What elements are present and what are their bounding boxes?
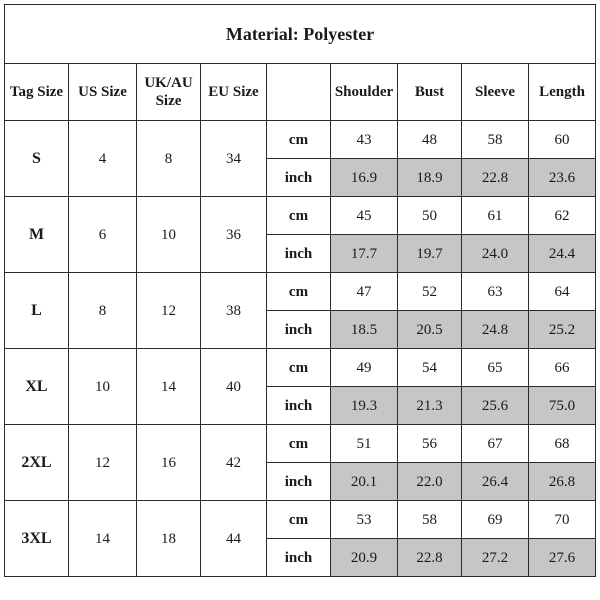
us-size-cell: 12: [69, 425, 137, 501]
shoulder-inch-cell: 18.5: [331, 311, 398, 349]
eu-size-cell: 36: [201, 197, 267, 273]
header-bust: Bust: [398, 64, 462, 121]
us-size-cell: 6: [69, 197, 137, 273]
tag-size-cell: 3XL: [5, 501, 69, 577]
bust-inch-cell: 21.3: [398, 387, 462, 425]
us-size-cell: 4: [69, 121, 137, 197]
shoulder-cm-cell: 43: [331, 121, 398, 159]
header-uk-au-line2: Size: [155, 93, 182, 109]
uk-au-size-cell: 10: [137, 197, 201, 273]
eu-size-cell: 44: [201, 501, 267, 577]
sleeve-inch-cell: 22.8: [462, 159, 529, 197]
tag-size-cell: L: [5, 273, 69, 349]
uk-au-size-cell: 14: [137, 349, 201, 425]
unit-cm-label: cm: [267, 501, 331, 539]
length-inch-cell: 26.8: [529, 463, 596, 501]
sleeve-cm-cell: 67: [462, 425, 529, 463]
bust-cm-cell: 50: [398, 197, 462, 235]
shoulder-inch-cell: 20.9: [331, 539, 398, 577]
unit-inch-label: inch: [267, 311, 331, 349]
unit-cm-label: cm: [267, 425, 331, 463]
header-uk-au-line1: UK/AU: [144, 75, 193, 91]
sleeve-cm-cell: 65: [462, 349, 529, 387]
header-tag-size: Tag Size: [5, 64, 69, 121]
header-row: [5, 64, 596, 121]
eu-size-cell: 42: [201, 425, 267, 501]
length-inch-cell: 27.6: [529, 539, 596, 577]
unit-inch-label: inch: [267, 387, 331, 425]
length-cm-cell: 64: [529, 273, 596, 311]
table-row: [5, 121, 596, 159]
table-row: [5, 501, 596, 539]
unit-cm-label: cm: [267, 197, 331, 235]
unit-inch-label: inch: [267, 235, 331, 273]
length-cm-cell: 66: [529, 349, 596, 387]
uk-au-size-cell: 12: [137, 273, 201, 349]
eu-size-cell: 34: [201, 121, 267, 197]
length-cm-cell: 60: [529, 121, 596, 159]
bust-cm-cell: 56: [398, 425, 462, 463]
sleeve-cm-cell: 58: [462, 121, 529, 159]
bust-inch-cell: 18.9: [398, 159, 462, 197]
bust-cm-cell: 52: [398, 273, 462, 311]
unit-cm-label: cm: [267, 273, 331, 311]
shoulder-cm-cell: 49: [331, 349, 398, 387]
shoulder-cm-cell: 53: [331, 501, 398, 539]
shoulder-cm-cell: 45: [331, 197, 398, 235]
bust-inch-cell: 22.8: [398, 539, 462, 577]
tag-size-cell: M: [5, 197, 69, 273]
sleeve-cm-cell: 69: [462, 501, 529, 539]
tag-size-cell: 2XL: [5, 425, 69, 501]
us-size-cell: 14: [69, 501, 137, 577]
sleeve-inch-cell: 27.2: [462, 539, 529, 577]
bust-inch-cell: 20.5: [398, 311, 462, 349]
us-size-cell: 8: [69, 273, 137, 349]
shoulder-cm-cell: 51: [331, 425, 398, 463]
sleeve-cm-cell: 61: [462, 197, 529, 235]
unit-inch-label: inch: [267, 463, 331, 501]
header-eu-size: EU Size: [201, 64, 267, 121]
uk-au-size-cell: 8: [137, 121, 201, 197]
shoulder-inch-cell: 16.9: [331, 159, 398, 197]
length-inch-cell: 24.4: [529, 235, 596, 273]
bust-cm-cell: 48: [398, 121, 462, 159]
unit-cm-label: cm: [267, 121, 331, 159]
sleeve-inch-cell: 25.6: [462, 387, 529, 425]
unit-inch-label: inch: [267, 159, 331, 197]
sleeve-cm-cell: 63: [462, 273, 529, 311]
table-row: [5, 349, 596, 387]
eu-size-cell: 38: [201, 273, 267, 349]
header-uk-au-size: [137, 64, 201, 121]
header-length: Length: [529, 64, 596, 121]
size-chart-table: [4, 4, 596, 577]
unit-inch-label: inch: [267, 539, 331, 577]
table-row: [5, 425, 596, 463]
length-inch-cell: 25.2: [529, 311, 596, 349]
sleeve-inch-cell: 26.4: [462, 463, 529, 501]
header-us-size: US Size: [69, 64, 137, 121]
bust-cm-cell: 58: [398, 501, 462, 539]
tag-size-cell: XL: [5, 349, 69, 425]
bust-cm-cell: 54: [398, 349, 462, 387]
table-row: [5, 197, 596, 235]
sleeve-inch-cell: 24.0: [462, 235, 529, 273]
table-title: Material: Polyester: [5, 5, 596, 64]
bust-inch-cell: 22.0: [398, 463, 462, 501]
table-row: [5, 273, 596, 311]
sleeve-inch-cell: 24.8: [462, 311, 529, 349]
shoulder-inch-cell: 19.3: [331, 387, 398, 425]
shoulder-inch-cell: 20.1: [331, 463, 398, 501]
size-chart: [4, 4, 595, 598]
length-cm-cell: 70: [529, 501, 596, 539]
us-size-cell: 10: [69, 349, 137, 425]
header-unit: [267, 64, 331, 121]
shoulder-cm-cell: 47: [331, 273, 398, 311]
bust-inch-cell: 19.7: [398, 235, 462, 273]
length-cm-cell: 62: [529, 197, 596, 235]
uk-au-size-cell: 18: [137, 501, 201, 577]
length-inch-cell: 75.0: [529, 387, 596, 425]
unit-cm-label: cm: [267, 349, 331, 387]
shoulder-inch-cell: 17.7: [331, 235, 398, 273]
header-shoulder: Shoulder: [331, 64, 398, 121]
tag-size-cell: S: [5, 121, 69, 197]
uk-au-size-cell: 16: [137, 425, 201, 501]
length-cm-cell: 68: [529, 425, 596, 463]
header-sleeve: Sleeve: [462, 64, 529, 121]
eu-size-cell: 40: [201, 349, 267, 425]
length-inch-cell: 23.6: [529, 159, 596, 197]
